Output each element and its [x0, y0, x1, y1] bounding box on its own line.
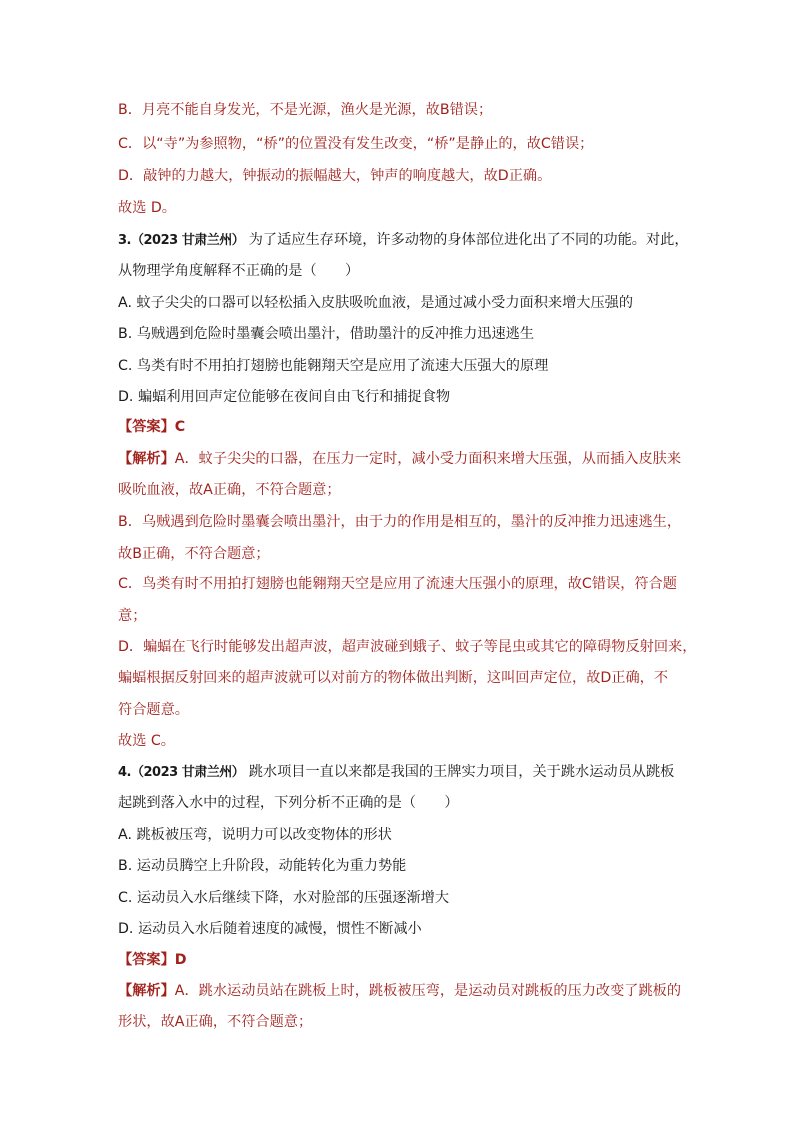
q3-answer-tag: 【答案】: [118, 419, 175, 435]
q3-stem-line-1: [118, 230, 688, 251]
q3-analysis-line-7: D．蝙蝠在飞行时能够发出超声波，超声波碰到蛾子、蚊子等昆虫或其它的障碍物反射回来，: [118, 639, 697, 655]
prev-analysis-b: B．月亮不能自身发光，不是光源，渔火是光源，故B错误；: [118, 102, 493, 118]
q3-source: （2023 甘肃兰州）: [130, 233, 245, 248]
q3-analysis-line-1: [118, 449, 688, 469]
q3-analysis-line-4: 故B正确，不符合题意；: [118, 546, 270, 562]
q4-option-d: D. 运动员入水后随着速度的减慢，惯性不断减小: [118, 921, 422, 937]
q4-option-b: B. 运动员腾空上升阶段，动能转化为重力势能: [118, 858, 407, 874]
q3-analysis-line-6: 意；: [118, 608, 147, 624]
prev-analysis-c: C．以“寺”为参照物，“桥”的位置没有发生改变，“桥”是静止的，故C错误；: [118, 136, 594, 152]
q3-option-b: B. 乌贼遇到危险时墨囊会喷出墨汁，借助墨汁的反冲推力迅速逃生: [118, 326, 535, 342]
q4-analysis-text-1: A．跳水运动员站在跳板上时，跳板被压弯，是运动员对跳板的压力改变了跳板的: [174, 983, 682, 999]
q3-analysis-line-9: 符合题意。: [118, 702, 189, 718]
q3-answer: [118, 417, 688, 437]
q3-analysis-tag: 【解析】: [118, 451, 175, 467]
q3-choose: 故选 C。: [118, 733, 175, 749]
q3-analysis-line-8: 蝙蝠根据反射回来的超声波就可以对前方的物体做出判断，这叫回声定位，故D正确，不: [118, 670, 669, 686]
q3-option-a: A. 蚊子尖尖的口器可以轻松插入皮肤吸吮血液，是通过减小受力面积来增大压强的: [118, 295, 634, 311]
q4-analysis-line-1: [118, 981, 688, 1001]
q4-stem-2: 起跳到落入水中的过程，下列分析不正确的是（ ）: [118, 795, 459, 811]
q4-source: （2023 甘肃兰州）: [130, 765, 245, 780]
q3-analysis-line-2: 吸吮血液，故A正确，不符合题意；: [118, 482, 341, 498]
q4-option-c: C. 运动员入水后继续下降，水对脸部的压强逐渐增大: [118, 890, 450, 906]
q4-answer: [118, 950, 688, 970]
q3-option-d: D. 蝙蝠利用回声定位能够在夜间自由飞行和捕捉食物: [118, 389, 451, 405]
q4-answer-tag: 【答案】: [118, 952, 175, 968]
q3-analysis-line-5: C．鸟类有时不用拍打翅膀也能翱翔天空是应用了流速大压强小的原理，故C错误，符合题: [118, 576, 677, 592]
q3-analysis-line-3: B．乌贼遇到危险时墨囊会喷出墨汁，由于力的作用是相互的，墨汁的反冲推力迅速逃生，: [118, 514, 682, 530]
q3-analysis-text-1: A．蚊子尖尖的口器，在压力一定时，减小受力面积来增大压强，从而插入皮肤来: [174, 451, 682, 467]
q4-analysis-tag: 【解析】: [118, 983, 175, 999]
q3-stem-1: 为了适应生存环境，许多动物的身体部位进化出了不同的功能。对此，: [248, 232, 689, 248]
q3-stem-2: 从物理学角度解释不正确的是（ ）: [118, 263, 360, 279]
q4-analysis-line-2: 形状，故A正确，不符合题意；: [118, 1014, 313, 1030]
q3-number: 3.: [118, 233, 131, 248]
q4-option-a: A. 跳板被压弯，说明力可以改变物体的形状: [118, 827, 392, 843]
prev-choose: 故选 D。: [118, 200, 176, 216]
q3-answer-value: C: [174, 419, 186, 435]
q3-option-c: C. 鸟类有时不用拍打翅膀也能翱翔天空是应用了流速大压强大的原理: [118, 358, 549, 374]
q4-stem-line-1: [118, 762, 688, 783]
prev-analysis-d: D．敲钟的力越大，钟振动的振幅越大，钟声的响度越大，故D正确。: [118, 168, 552, 184]
q4-stem-1: 跳水项目一直以来都是我国的王牌实力项目，关于跳水运动员从跳板: [248, 764, 675, 780]
q4-number: 4.: [118, 765, 131, 780]
q4-answer-value: D: [174, 952, 187, 968]
